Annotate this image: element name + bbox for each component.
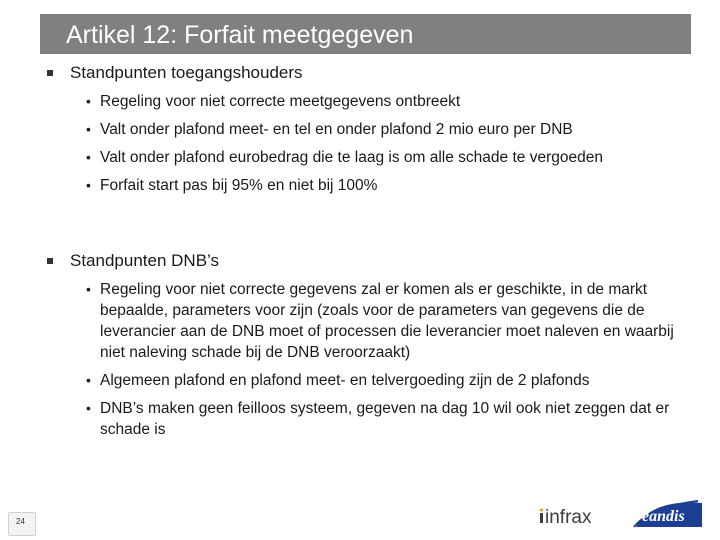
list-item-text: Regeling voor niet correcte gegevens zal er komen als er geschikte, in de markt bepaalde, parameters voor zijn (zoals voor de parameters van gegevens die de leverancier aan de DNB moet of processen die leverancier moet naleven en waarbij niet naleving schade bij de DNB veroorzaakt) bbox=[100, 281, 674, 361]
infrax-logo-text: infrax bbox=[545, 507, 592, 528]
list-item bbox=[40, 279, 680, 363]
list-item bbox=[40, 398, 670, 440]
slide-title: Artikel 12: Forfait meetgegeven bbox=[66, 21, 414, 49]
list-item-text: Valt onder plafond eurobedrag die te laag is om alle schade te vergoeden bbox=[100, 149, 603, 166]
list-item bbox=[40, 147, 660, 168]
dot-bullet-icon: • bbox=[86, 93, 91, 109]
square-bullet-icon bbox=[47, 258, 53, 264]
list-item-text: Algemeen plafond en plafond meet- en telvergoeding zijn de 2 plafonds bbox=[100, 372, 590, 389]
list-item bbox=[40, 175, 700, 196]
dot-bullet-icon: • bbox=[86, 149, 91, 165]
list-item-text: Valt onder plafond meet- en tel en onder plafond 2 mio euro per DNB bbox=[100, 121, 573, 138]
section-heading bbox=[40, 62, 700, 84]
list-item bbox=[40, 119, 660, 140]
list-item-text: Regeling voor niet correcte meetgegevens ontbreekt bbox=[100, 93, 461, 110]
list-item bbox=[40, 91, 700, 112]
bullet-list bbox=[40, 91, 700, 196]
eandis-logo-text: eandis bbox=[642, 508, 685, 525]
dot-bullet-icon: • bbox=[86, 372, 91, 388]
dot-bullet-icon: • bbox=[86, 400, 91, 416]
dot-bullet-icon: • bbox=[86, 281, 91, 297]
section-heading bbox=[40, 250, 700, 272]
slide-number-text: 24 bbox=[16, 517, 25, 526]
list-item-text: Forfait start pas bij 95% en niet bij 100% bbox=[100, 177, 378, 194]
section-heading-text: Standpunten toegangshouders bbox=[70, 63, 303, 82]
infrax-logo bbox=[540, 505, 620, 529]
section-dnbs bbox=[40, 250, 700, 440]
bullet-list bbox=[40, 279, 700, 440]
slide-number bbox=[8, 508, 36, 536]
list-item bbox=[40, 370, 670, 391]
section-heading-text: Standpunten DNB’s bbox=[70, 251, 220, 270]
square-bullet-icon bbox=[47, 70, 53, 76]
list-item-text: DNB’s maken geen feilloos systeem, gegeven na dag 10 wil ook niet zeggen dat er schade is bbox=[100, 400, 670, 438]
eandis-logo bbox=[632, 497, 704, 531]
dot-bullet-icon: • bbox=[86, 121, 91, 137]
dot-bullet-icon: • bbox=[86, 177, 91, 193]
section-toegangshouders bbox=[40, 62, 700, 196]
